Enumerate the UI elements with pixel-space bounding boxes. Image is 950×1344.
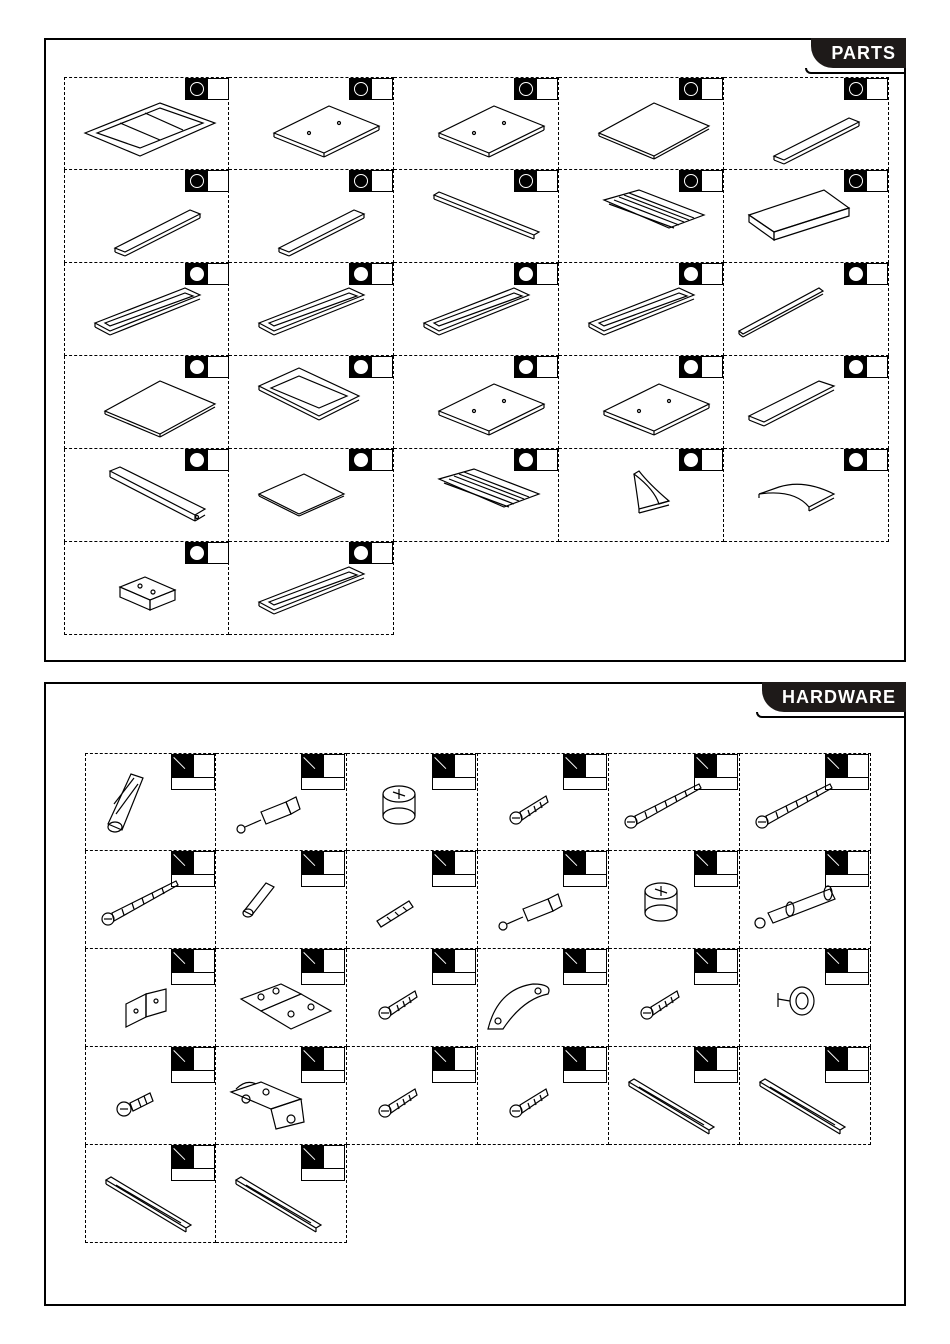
hardware-cell [740, 949, 871, 1047]
hardware-cell [478, 949, 609, 1047]
part-label-box [514, 78, 558, 100]
hardware-cell [609, 949, 740, 1047]
part-label-box [349, 263, 393, 285]
hardware-label-box [432, 851, 476, 887]
hardware-label-box [171, 949, 215, 985]
hardware-label-box [563, 949, 607, 985]
part-cell [229, 542, 394, 635]
hardware-label-box [301, 1145, 345, 1181]
part-label-box [514, 263, 558, 285]
part-cell [559, 170, 724, 263]
part-cell [559, 449, 724, 542]
part-cell [394, 263, 559, 356]
hardware-label-box [432, 949, 476, 985]
part-label-box [844, 170, 888, 192]
hardware-label-box [171, 1047, 215, 1083]
part-cell [394, 170, 559, 263]
hardware-label-box [563, 1047, 607, 1083]
hardware-cell [740, 1047, 871, 1145]
hardware-cell [347, 753, 478, 851]
hardware-label-box [694, 754, 738, 790]
hardware-label-box [301, 754, 345, 790]
part-cell [559, 263, 724, 356]
hardware-label-box [171, 1145, 215, 1181]
part-label-box [349, 170, 393, 192]
part-label-box [679, 170, 723, 192]
part-label-box [844, 356, 888, 378]
part-cell [64, 542, 229, 635]
part-label-box [679, 356, 723, 378]
part-label-box [679, 78, 723, 100]
hardware-cell [85, 851, 216, 949]
part-cell [724, 449, 889, 542]
hardware-cell [478, 753, 609, 851]
part-cell [64, 263, 229, 356]
part-label-box [514, 170, 558, 192]
part-cell [724, 170, 889, 263]
hardware-cell [85, 753, 216, 851]
part-cell [394, 356, 559, 449]
part-label-box [185, 356, 229, 378]
part-cell [229, 449, 394, 542]
hardware-cell [347, 851, 478, 949]
hardware-label-box [171, 851, 215, 887]
hardware-label-box [432, 1047, 476, 1083]
part-cell [64, 77, 229, 170]
hardware-cell [347, 949, 478, 1047]
hardware-label-box [825, 851, 869, 887]
part-label-box [679, 263, 723, 285]
hardware-label-box [432, 754, 476, 790]
hardware-label-box [694, 1047, 738, 1083]
hardware-cell [740, 851, 871, 949]
hardware-cell [85, 949, 216, 1047]
part-label-box [844, 78, 888, 100]
part-cell [559, 356, 724, 449]
hardware-label-box [171, 754, 215, 790]
part-label-box [349, 542, 393, 564]
part-cell [724, 77, 889, 170]
part-label-box [514, 449, 558, 471]
part-label-box [349, 78, 393, 100]
part-cell [394, 77, 559, 170]
hardware-panel [44, 682, 906, 1306]
part-cell [724, 356, 889, 449]
part-cell [229, 77, 394, 170]
part-label-box [844, 263, 888, 285]
hardware-cell [216, 949, 347, 1047]
hardware-label-box [694, 851, 738, 887]
part-label-box [679, 449, 723, 471]
part-cell [724, 263, 889, 356]
part-label-box [844, 449, 888, 471]
hardware-label-box [301, 1047, 345, 1083]
part-label-box [185, 78, 229, 100]
hardware-label-box [825, 1047, 869, 1083]
hardware-label-box [563, 754, 607, 790]
hardware-title: HARDWARE [762, 682, 906, 712]
hardware-label-box [301, 851, 345, 887]
parts-title: PARTS [811, 38, 906, 68]
hardware-label-box [301, 949, 345, 985]
part-cell [394, 449, 559, 542]
part-label-box [185, 170, 229, 192]
hardware-label-box [825, 754, 869, 790]
hardware-cell [216, 753, 347, 851]
parts-panel [44, 38, 906, 662]
part-label-box [514, 356, 558, 378]
part-label-box [185, 542, 229, 564]
hardware-label-box [825, 949, 869, 985]
hardware-cell [85, 1047, 216, 1145]
hardware-cell [478, 1047, 609, 1145]
part-label-box [185, 263, 229, 285]
hardware-cell [216, 1047, 347, 1145]
hardware-cell [609, 753, 740, 851]
part-cell [559, 77, 724, 170]
hardware-cell [609, 851, 740, 949]
part-label-box [349, 356, 393, 378]
hardware-cell [609, 1047, 740, 1145]
part-cell [229, 356, 394, 449]
part-cell [64, 449, 229, 542]
hardware-cell [216, 851, 347, 949]
hardware-cell [216, 1145, 347, 1243]
hardware-cell [347, 1047, 478, 1145]
hardware-label-box [563, 851, 607, 887]
part-cell [229, 170, 394, 263]
part-cell [64, 170, 229, 263]
hardware-cell [740, 753, 871, 851]
part-label-box [185, 449, 229, 471]
hardware-cell [478, 851, 609, 949]
part-cell [64, 356, 229, 449]
part-label-box [349, 449, 393, 471]
hardware-label-box [694, 949, 738, 985]
part-cell [229, 263, 394, 356]
hardware-cell [85, 1145, 216, 1243]
